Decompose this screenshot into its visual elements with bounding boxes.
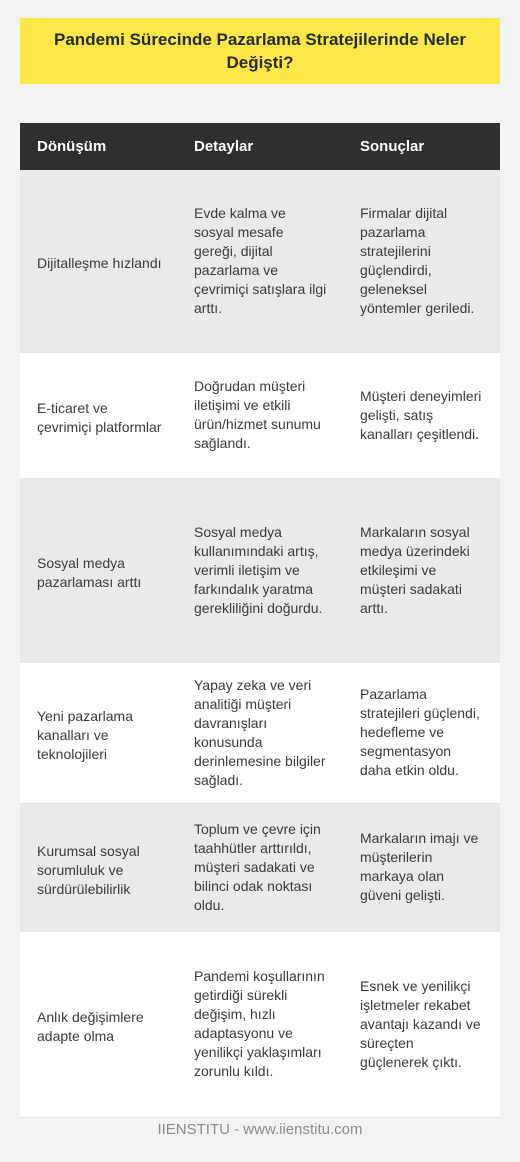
header-sonuclar: Sonuçlar — [343, 123, 500, 170]
table-row — [20, 478, 500, 662]
header-detaylar: Detaylar — [177, 123, 343, 170]
cell-detaylar: Evde kalma ve sosyal mesafe gereği, dijital pazarlama ve çevrimiçi satışlara ilgi arttı. — [177, 170, 343, 352]
cell-donusum: E-ticaret ve çevrimiçi platformlar — [20, 352, 177, 478]
cell-sonuclar: Markaların sosyal medya üzerindeki etkileşimi ve müşteri sadakati arttı. — [343, 478, 500, 662]
cell-donusum: Yeni pazarlama kanalları ve teknolojileri — [20, 662, 177, 803]
comparison-table — [20, 123, 500, 1118]
table-row — [20, 662, 500, 803]
cell-sonuclar: Firmalar dijital pazarlama stratejilerini güçlendirdi, geleneksel yöntemler geriledi. — [343, 170, 500, 352]
cell-sonuclar: Markaların imajı ve müşterilerin markaya olan güveni gelişti. — [343, 803, 500, 931]
cell-donusum: Dijitalleşme hızlandı — [20, 170, 177, 352]
cell-detaylar: Toplum ve çevre için taahhütler arttırıldı, müşteri sadakati ve bilinci odak noktası oldu. — [177, 803, 343, 931]
cell-detaylar: Pandemi koşullarının getirdiği sürekli değişim, hızlı adaptasyonu ve yenilikçi yaklaşımları zorunlu kıldı. — [177, 931, 343, 1117]
footer-credit: IIENSTITU - www.iienstitu.com — [157, 1121, 363, 1138]
title-banner — [20, 18, 500, 84]
cell-detaylar: Sosyal medya kullanımındaki artış, verimli iletişim ve farkındalık yaratma gerekliliğini doğurdu. — [177, 478, 343, 662]
cell-sonuclar: Pazarlama stratejileri güçlendi, hedefleme ve segmentasyon daha etkin oldu. — [343, 662, 500, 803]
cell-donusum: Sosyal medya pazarlaması arttı — [20, 478, 177, 662]
table-row — [20, 170, 500, 352]
page-title: Pandemi Sürecinde Pazarlama Stratejilerinde Neler Değişti? — [54, 30, 466, 72]
table-row — [20, 803, 500, 931]
cell-detaylar: Doğrudan müşteri iletişimi ve etkili ürün/hizmet sunumu sağlandı. — [177, 352, 343, 478]
table-row — [20, 931, 500, 1117]
header-donusum: Dönüşüm — [20, 123, 177, 170]
cell-donusum: Anlık değişimlere adapte olma — [20, 931, 177, 1117]
cell-sonuclar: Esnek ve yenilikçi işletmeler rekabet avantajı kazandı ve süreçten güçlenerek çıktı. — [343, 931, 500, 1117]
table-row — [20, 352, 500, 478]
cell-detaylar: Yapay zeka ve veri analitiği müşteri davranışları konusunda derinlemesine bilgiler sağladı. — [177, 662, 343, 803]
cell-donusum: Kurumsal sosyal sorumluluk ve sürdürülebilirlik — [20, 803, 177, 931]
cell-sonuclar: Müşteri deneyimleri gelişti, satış kanalları çeşitlendi. — [343, 352, 500, 478]
table-header-row — [20, 123, 500, 170]
